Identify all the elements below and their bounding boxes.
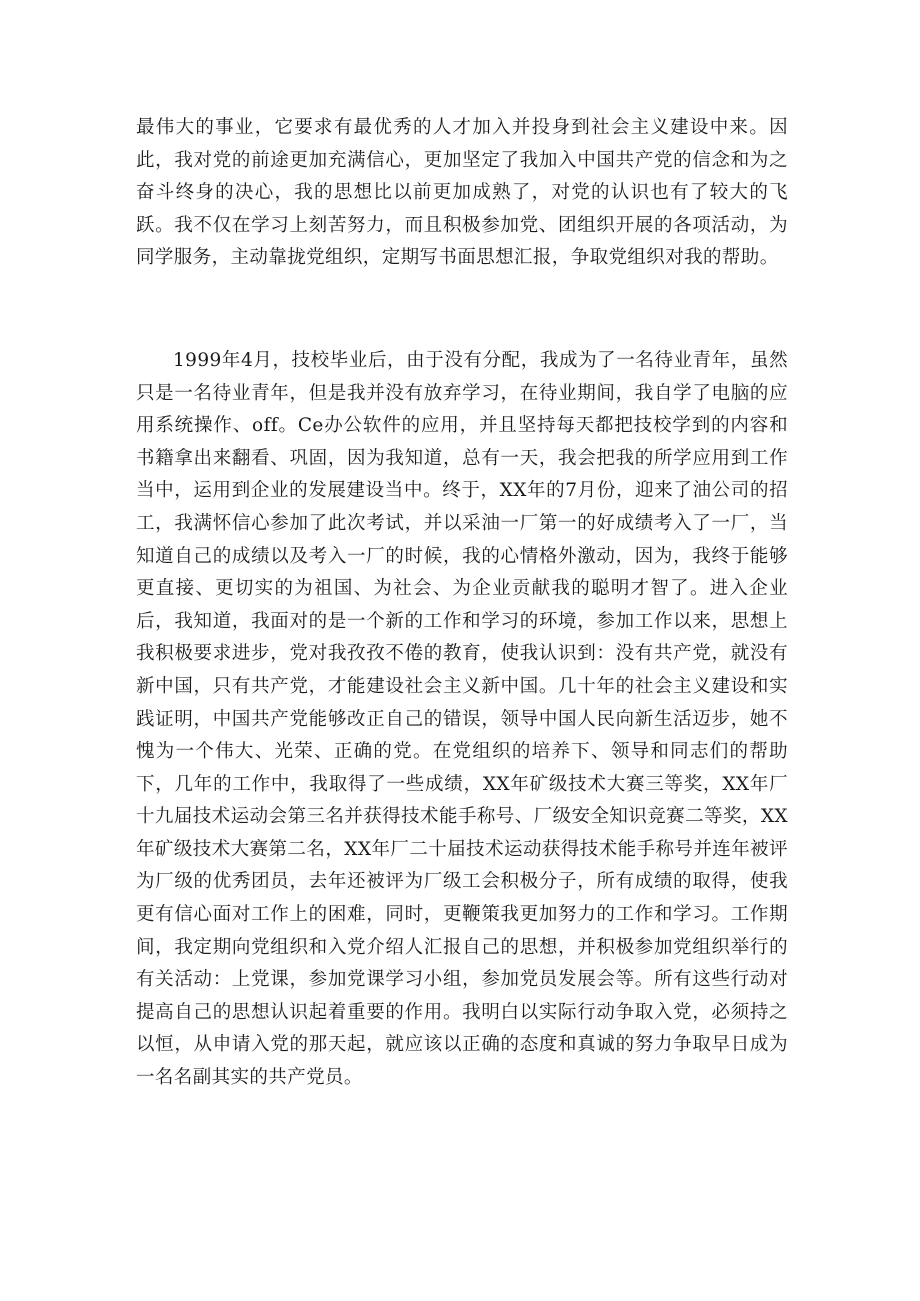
paragraph-2: 1999年4月，技校毕业后，由于没有分配，我成为了一名待业青年，虽然只是一名待业青年，但是我并没有放弃学习，在待业期间，我自学了电脑的应用系统操作、off。Ce办公软件的应用，并且坚持每天都把技校学到的内容和书籍拿出来翻看、巩固，因为我知道，总有一天，我会把我的所学应用到工作当中，运用到企业的发展建设当中。终于，XX年的7月份，迎来了油公司的招工，我满怀信心参加了此次考试，并以采油一厂第一的好成绩考入了一厂，当知道自己的成绩以及考入一厂的时候，我的心情格外激动，因为，我终于能够更直接、更切实的为祖国、为社会、为企业贡献我的聪明才智了。进入企业后，我知道，我面对的是一个新的工作和学习的环境，参加工作以来，思想上我积极要求进步，党对我孜孜不倦的教育，使我认识到：没有共产党，就没有新中国，只有共产党，才能建设社会主义新中国。几十年的社会主义建设和实践证明，中国共产党能够改正自己的错误，领导中国人民向新生活迈步，她不愧为一个伟大、光荣、正确的党。在党组织的培养下、领导和同志们的帮助下，几年的工作中，我取得了一些成绩，XX年矿级技术大赛三等奖，XX年厂十九届技术运动会第三名并获得技术能手称号、厂级安全知识竞赛二等奖，XX年矿级技术大赛第二名，XX年厂二十届技术运动获得技术能手称号并连年被评为厂级的优秀团员，去年还被评为厂级工会积极分子，所有成绩的取得，使我更有信心面对工作上的困难，同时，更鞭策我更加努力的工作和学习。工作期间，我定期向党组织和入党介绍人汇报自己的思想，并积极参加党组织举行的有关活动：上党课，参加党课学习小组，参加党员发展会等。所有这些行动对提高自己的思想认识起着重要的作用。我明白以实际行动争取入党，必须持之以恒，从申请入党的那天起，就应该以正确的态度和真诚的努力争取早日成为一名名副其实的共产党员。 bbox=[136, 349, 788, 1089]
paragraph-1: 最伟大的事业，它要求有最优秀的人才加入并投身到社会主义建设中来。因此，我对党的前途更加充满信心，更加坚定了我加入中国共产党的信念和为之奋斗终身的决心，我的思想比以前更加成熟了，对党的认识也有了较大的飞跃。我不仅在学习上刻苦努力，而且积极参加党、团组织开展的各项活动，为同学服务，主动靠拢党组织，定期写书面思想汇报，争取党组织对我的帮助。 bbox=[136, 117, 788, 269]
document-page bbox=[136, 112, 788, 1095]
